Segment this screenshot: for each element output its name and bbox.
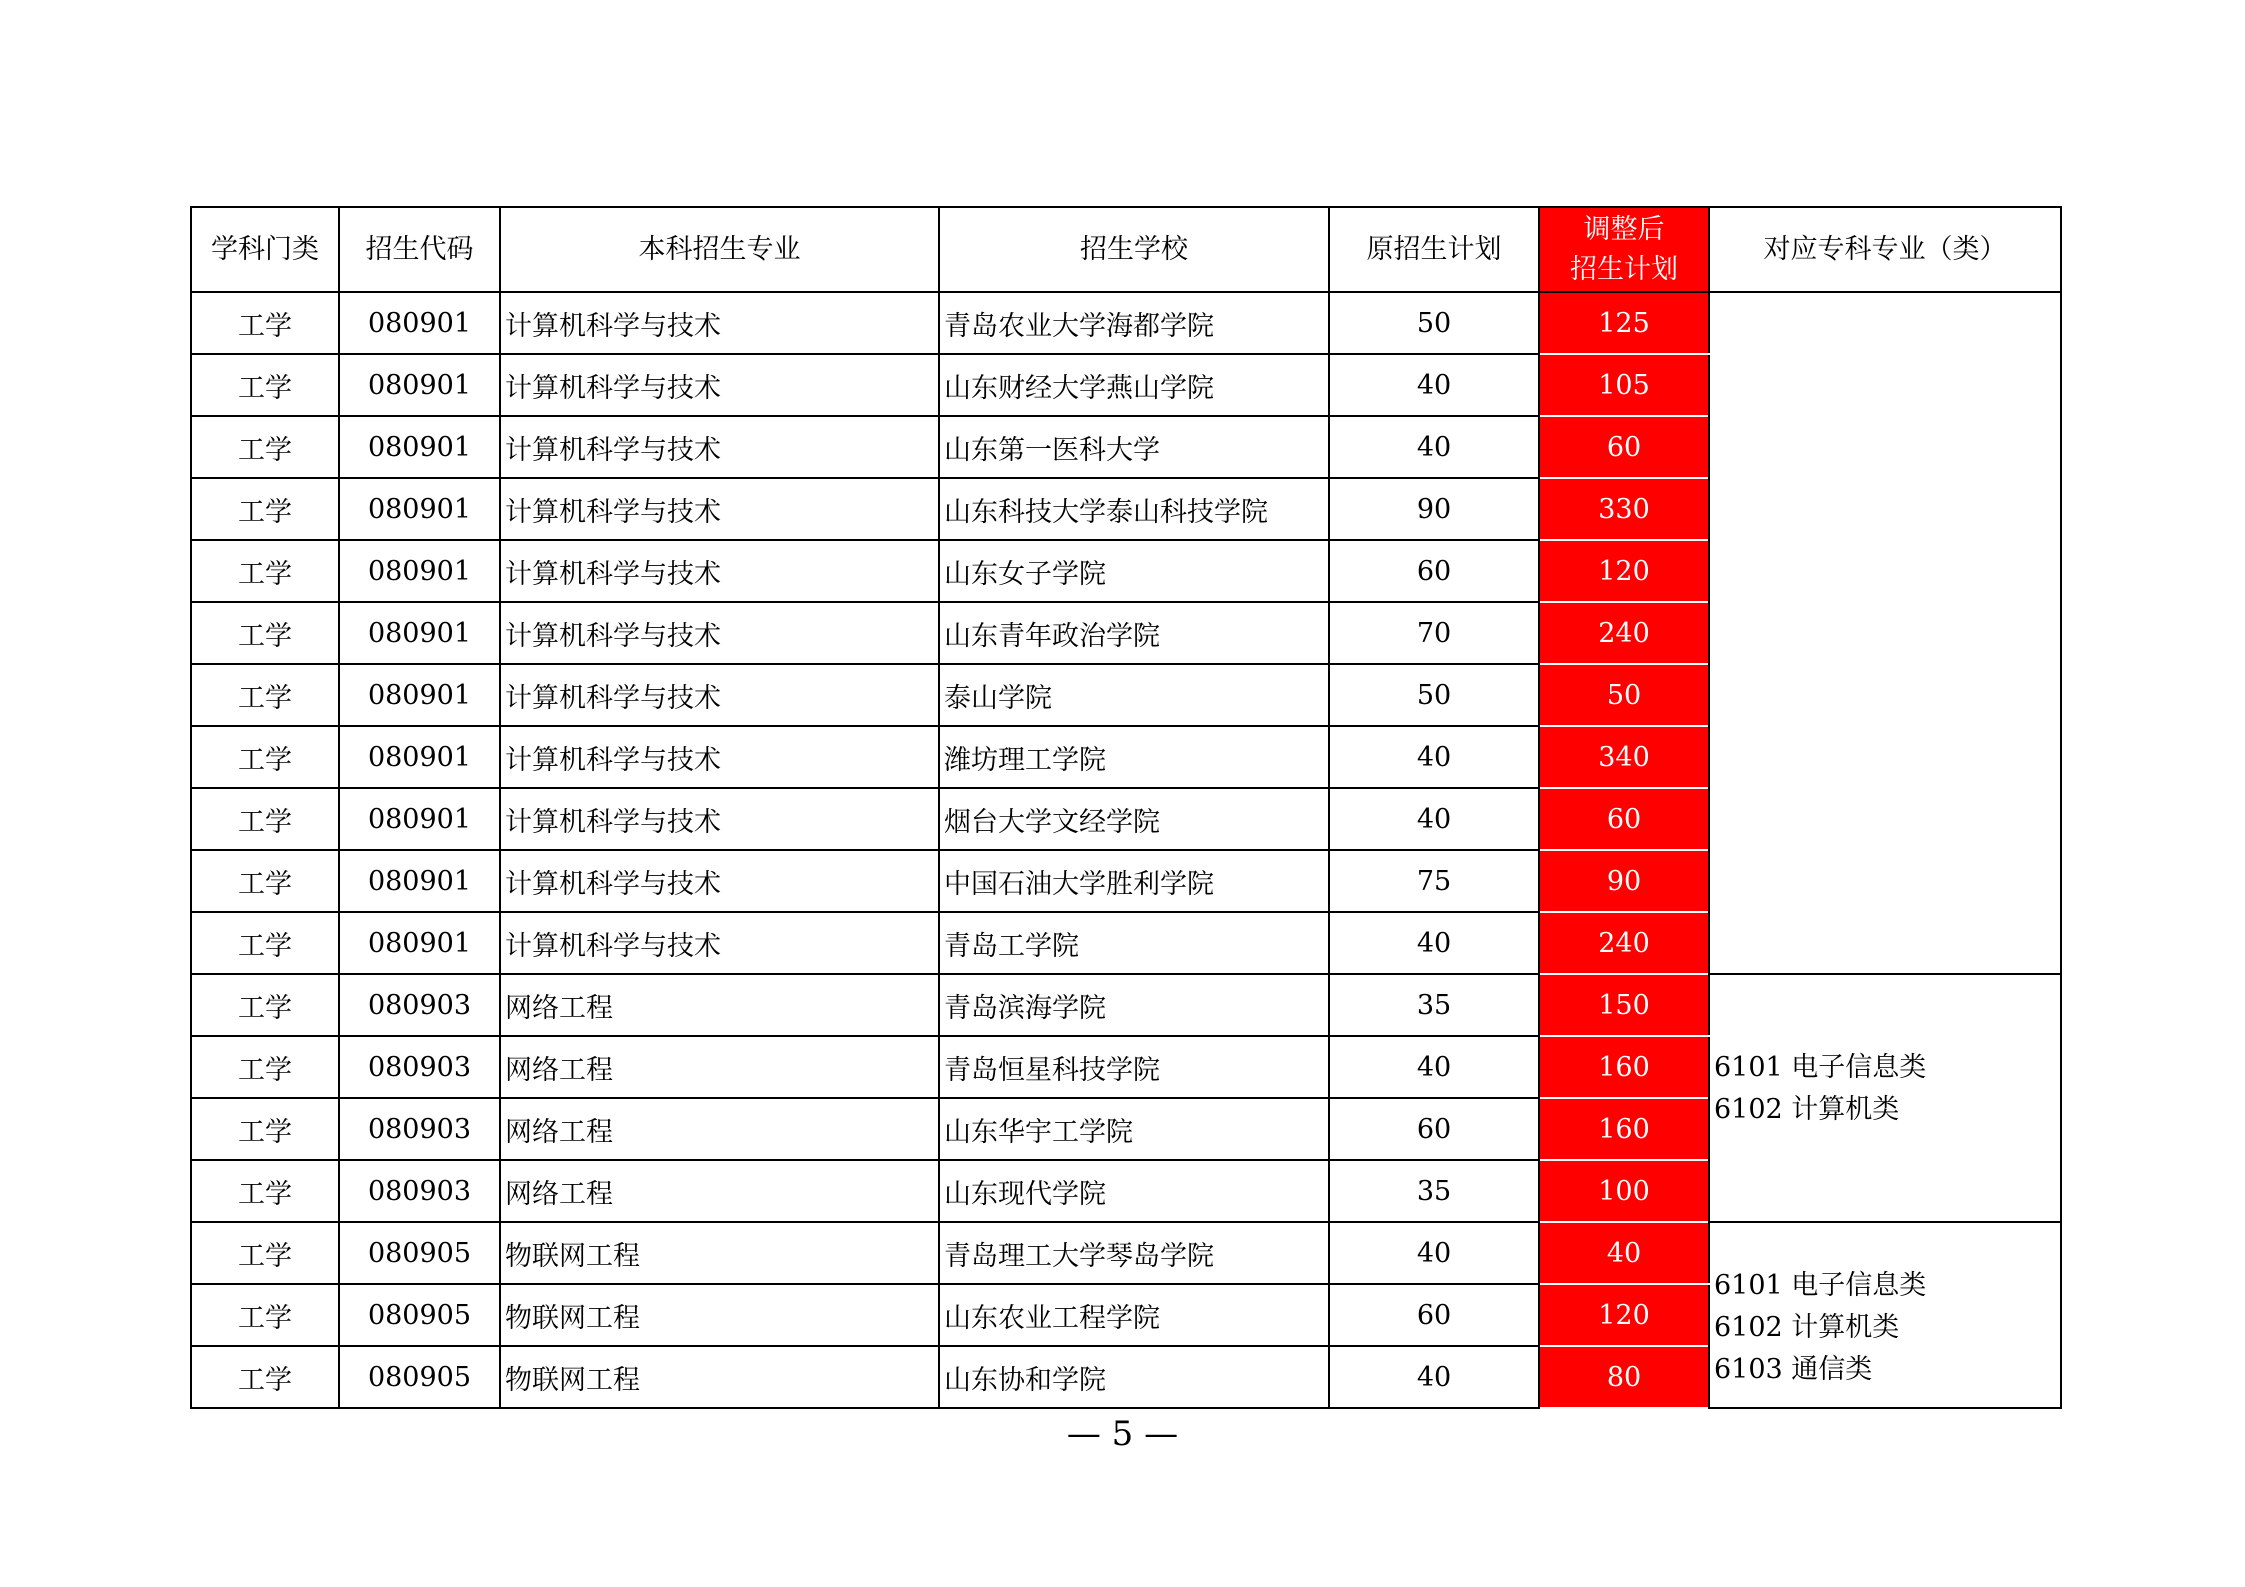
header-related-majors: 对应专科专业（类） — [1709, 207, 2061, 292]
cell-school: 青岛理工大学琴岛学院 — [939, 1222, 1329, 1284]
cell-code: 080901 — [339, 292, 500, 354]
cell-original-plan: 40 — [1329, 788, 1539, 850]
table-row — [191, 974, 2061, 1036]
header-row — [191, 207, 2061, 292]
header-adjusted-plan — [1539, 207, 1709, 292]
cell-major: 网络工程 — [500, 1036, 939, 1098]
cell-major: 计算机科学与技术 — [500, 292, 939, 354]
cell-code: 080901 — [339, 540, 500, 602]
cell-code: 080905 — [339, 1284, 500, 1346]
cell-school: 青岛恒星科技学院 — [939, 1036, 1329, 1098]
cell-adjusted-plan: 340 — [1539, 726, 1709, 788]
table-row — [191, 292, 2061, 354]
cell-adjusted-plan: 60 — [1539, 788, 1709, 850]
cell-original-plan: 35 — [1329, 1160, 1539, 1222]
cell-code: 080901 — [339, 850, 500, 912]
cell-category: 工学 — [191, 850, 339, 912]
cell-major: 网络工程 — [500, 974, 939, 1036]
cell-category: 工学 — [191, 602, 339, 664]
cell-category: 工学 — [191, 1222, 339, 1284]
cell-school: 山东科技大学泰山科技学院 — [939, 478, 1329, 540]
cell-school: 山东现代学院 — [939, 1160, 1329, 1222]
cell-category: 工学 — [191, 540, 339, 602]
cell-original-plan: 40 — [1329, 1036, 1539, 1098]
cell-code: 080905 — [339, 1346, 500, 1408]
cell-school: 山东农业工程学院 — [939, 1284, 1329, 1346]
cell-school: 泰山学院 — [939, 664, 1329, 726]
cell-school: 山东青年政治学院 — [939, 602, 1329, 664]
cell-code: 080901 — [339, 354, 500, 416]
header-category: 学科门类 — [191, 207, 339, 292]
cell-adjusted-plan: 105 — [1539, 354, 1709, 416]
related-major-line: 6103 通信类 — [1714, 1354, 1873, 1385]
cell-adjusted-plan: 120 — [1539, 1284, 1709, 1346]
cell-original-plan: 35 — [1329, 974, 1539, 1036]
cell-major: 物联网工程 — [500, 1222, 939, 1284]
cell-category: 工学 — [191, 912, 339, 974]
cell-code: 080901 — [339, 602, 500, 664]
cell-category: 工学 — [191, 1284, 339, 1346]
cell-major: 计算机科学与技术 — [500, 726, 939, 788]
cell-adjusted-plan: 90 — [1539, 850, 1709, 912]
cell-major: 计算机科学与技术 — [500, 602, 939, 664]
cell-related-majors — [1709, 1222, 2061, 1408]
cell-category: 工学 — [191, 1098, 339, 1160]
cell-original-plan: 40 — [1329, 354, 1539, 416]
cell-code: 080901 — [339, 912, 500, 974]
cell-category: 工学 — [191, 664, 339, 726]
header-code: 招生代码 — [339, 207, 500, 292]
cell-code: 080903 — [339, 1098, 500, 1160]
cell-code: 080903 — [339, 974, 500, 1036]
cell-category: 工学 — [191, 354, 339, 416]
cell-original-plan: 60 — [1329, 1098, 1539, 1160]
cell-original-plan: 40 — [1329, 1222, 1539, 1284]
cell-code: 080903 — [339, 1036, 500, 1098]
cell-adjusted-plan: 150 — [1539, 974, 1709, 1036]
cell-school: 山东第一医科大学 — [939, 416, 1329, 478]
cell-school: 山东女子学院 — [939, 540, 1329, 602]
cell-adjusted-plan: 125 — [1539, 292, 1709, 354]
cell-school: 山东华宇工学院 — [939, 1098, 1329, 1160]
cell-adjusted-plan: 40 — [1539, 1222, 1709, 1284]
cell-adjusted-plan: 120 — [1539, 540, 1709, 602]
cell-school: 潍坊理工学院 — [939, 726, 1329, 788]
cell-major: 网络工程 — [500, 1098, 939, 1160]
cell-school: 青岛滨海学院 — [939, 974, 1329, 1036]
cell-adjusted-plan: 160 — [1539, 1036, 1709, 1098]
cell-major: 计算机科学与技术 — [500, 850, 939, 912]
cell-original-plan: 90 — [1329, 478, 1539, 540]
related-major-line: 6102 计算机类 — [1714, 1312, 1900, 1343]
cell-adjusted-plan: 60 — [1539, 416, 1709, 478]
cell-category: 工学 — [191, 788, 339, 850]
related-major-line: 6101 电子信息类 — [1714, 1052, 1927, 1083]
cell-major: 网络工程 — [500, 1160, 939, 1222]
cell-original-plan: 40 — [1329, 912, 1539, 974]
cell-category: 工学 — [191, 1036, 339, 1098]
cell-adjusted-plan: 240 — [1539, 912, 1709, 974]
cell-code: 080901 — [339, 664, 500, 726]
header-original-plan: 原招生计划 — [1329, 207, 1539, 292]
cell-school: 山东协和学院 — [939, 1346, 1329, 1408]
cell-major: 计算机科学与技术 — [500, 788, 939, 850]
table-row — [191, 1222, 2061, 1284]
cell-major: 计算机科学与技术 — [500, 664, 939, 726]
cell-category: 工学 — [191, 478, 339, 540]
cell-school: 中国石油大学胜利学院 — [939, 850, 1329, 912]
cell-adjusted-plan: 80 — [1539, 1346, 1709, 1408]
cell-original-plan: 40 — [1329, 726, 1539, 788]
cell-original-plan: 40 — [1329, 1346, 1539, 1408]
cell-original-plan: 70 — [1329, 602, 1539, 664]
cell-school: 青岛农业大学海都学院 — [939, 292, 1329, 354]
cell-category: 工学 — [191, 974, 339, 1036]
cell-school: 青岛工学院 — [939, 912, 1329, 974]
cell-major: 计算机科学与技术 — [500, 478, 939, 540]
cell-original-plan: 50 — [1329, 292, 1539, 354]
cell-major: 计算机科学与技术 — [500, 540, 939, 602]
cell-adjusted-plan: 160 — [1539, 1098, 1709, 1160]
header-school: 招生学校 — [939, 207, 1329, 292]
cell-code: 080901 — [339, 478, 500, 540]
cell-related-majors — [1709, 974, 2061, 1222]
cell-original-plan: 75 — [1329, 850, 1539, 912]
cell-code: 080905 — [339, 1222, 500, 1284]
cell-code: 080903 — [339, 1160, 500, 1222]
cell-original-plan: 60 — [1329, 540, 1539, 602]
cell-original-plan: 50 — [1329, 664, 1539, 726]
cell-code: 080901 — [339, 788, 500, 850]
cell-major: 计算机科学与技术 — [500, 912, 939, 974]
enrollment-plan-table — [190, 206, 2062, 1409]
cell-adjusted-plan: 50 — [1539, 664, 1709, 726]
cell-major: 计算机科学与技术 — [500, 354, 939, 416]
cell-category: 工学 — [191, 416, 339, 478]
cell-code: 080901 — [339, 416, 500, 478]
cell-original-plan: 40 — [1329, 416, 1539, 478]
cell-related-majors — [1709, 292, 2061, 974]
cell-school: 烟台大学文经学院 — [939, 788, 1329, 850]
header-adjusted-line-1: 调整后 — [1583, 213, 1665, 245]
cell-adjusted-plan: 330 — [1539, 478, 1709, 540]
cell-original-plan: 60 — [1329, 1284, 1539, 1346]
related-major-line: 6101 电子信息类 — [1714, 1270, 1927, 1301]
page-number: — 5 — — [1066, 1414, 1179, 1454]
header-major: 本科招生专业 — [500, 207, 939, 292]
cell-major: 物联网工程 — [500, 1284, 939, 1346]
cell-major: 物联网工程 — [500, 1346, 939, 1408]
header-adjusted-line-2: 招生计划 — [1570, 253, 1678, 285]
cell-major: 计算机科学与技术 — [500, 416, 939, 478]
cell-school: 山东财经大学燕山学院 — [939, 354, 1329, 416]
cell-category: 工学 — [191, 726, 339, 788]
cell-adjusted-plan: 240 — [1539, 602, 1709, 664]
cell-category: 工学 — [191, 292, 339, 354]
cell-code: 080901 — [339, 726, 500, 788]
related-major-line: 6102 计算机类 — [1714, 1094, 1900, 1125]
cell-category: 工学 — [191, 1160, 339, 1222]
cell-category: 工学 — [191, 1346, 339, 1408]
cell-adjusted-plan: 100 — [1539, 1160, 1709, 1222]
